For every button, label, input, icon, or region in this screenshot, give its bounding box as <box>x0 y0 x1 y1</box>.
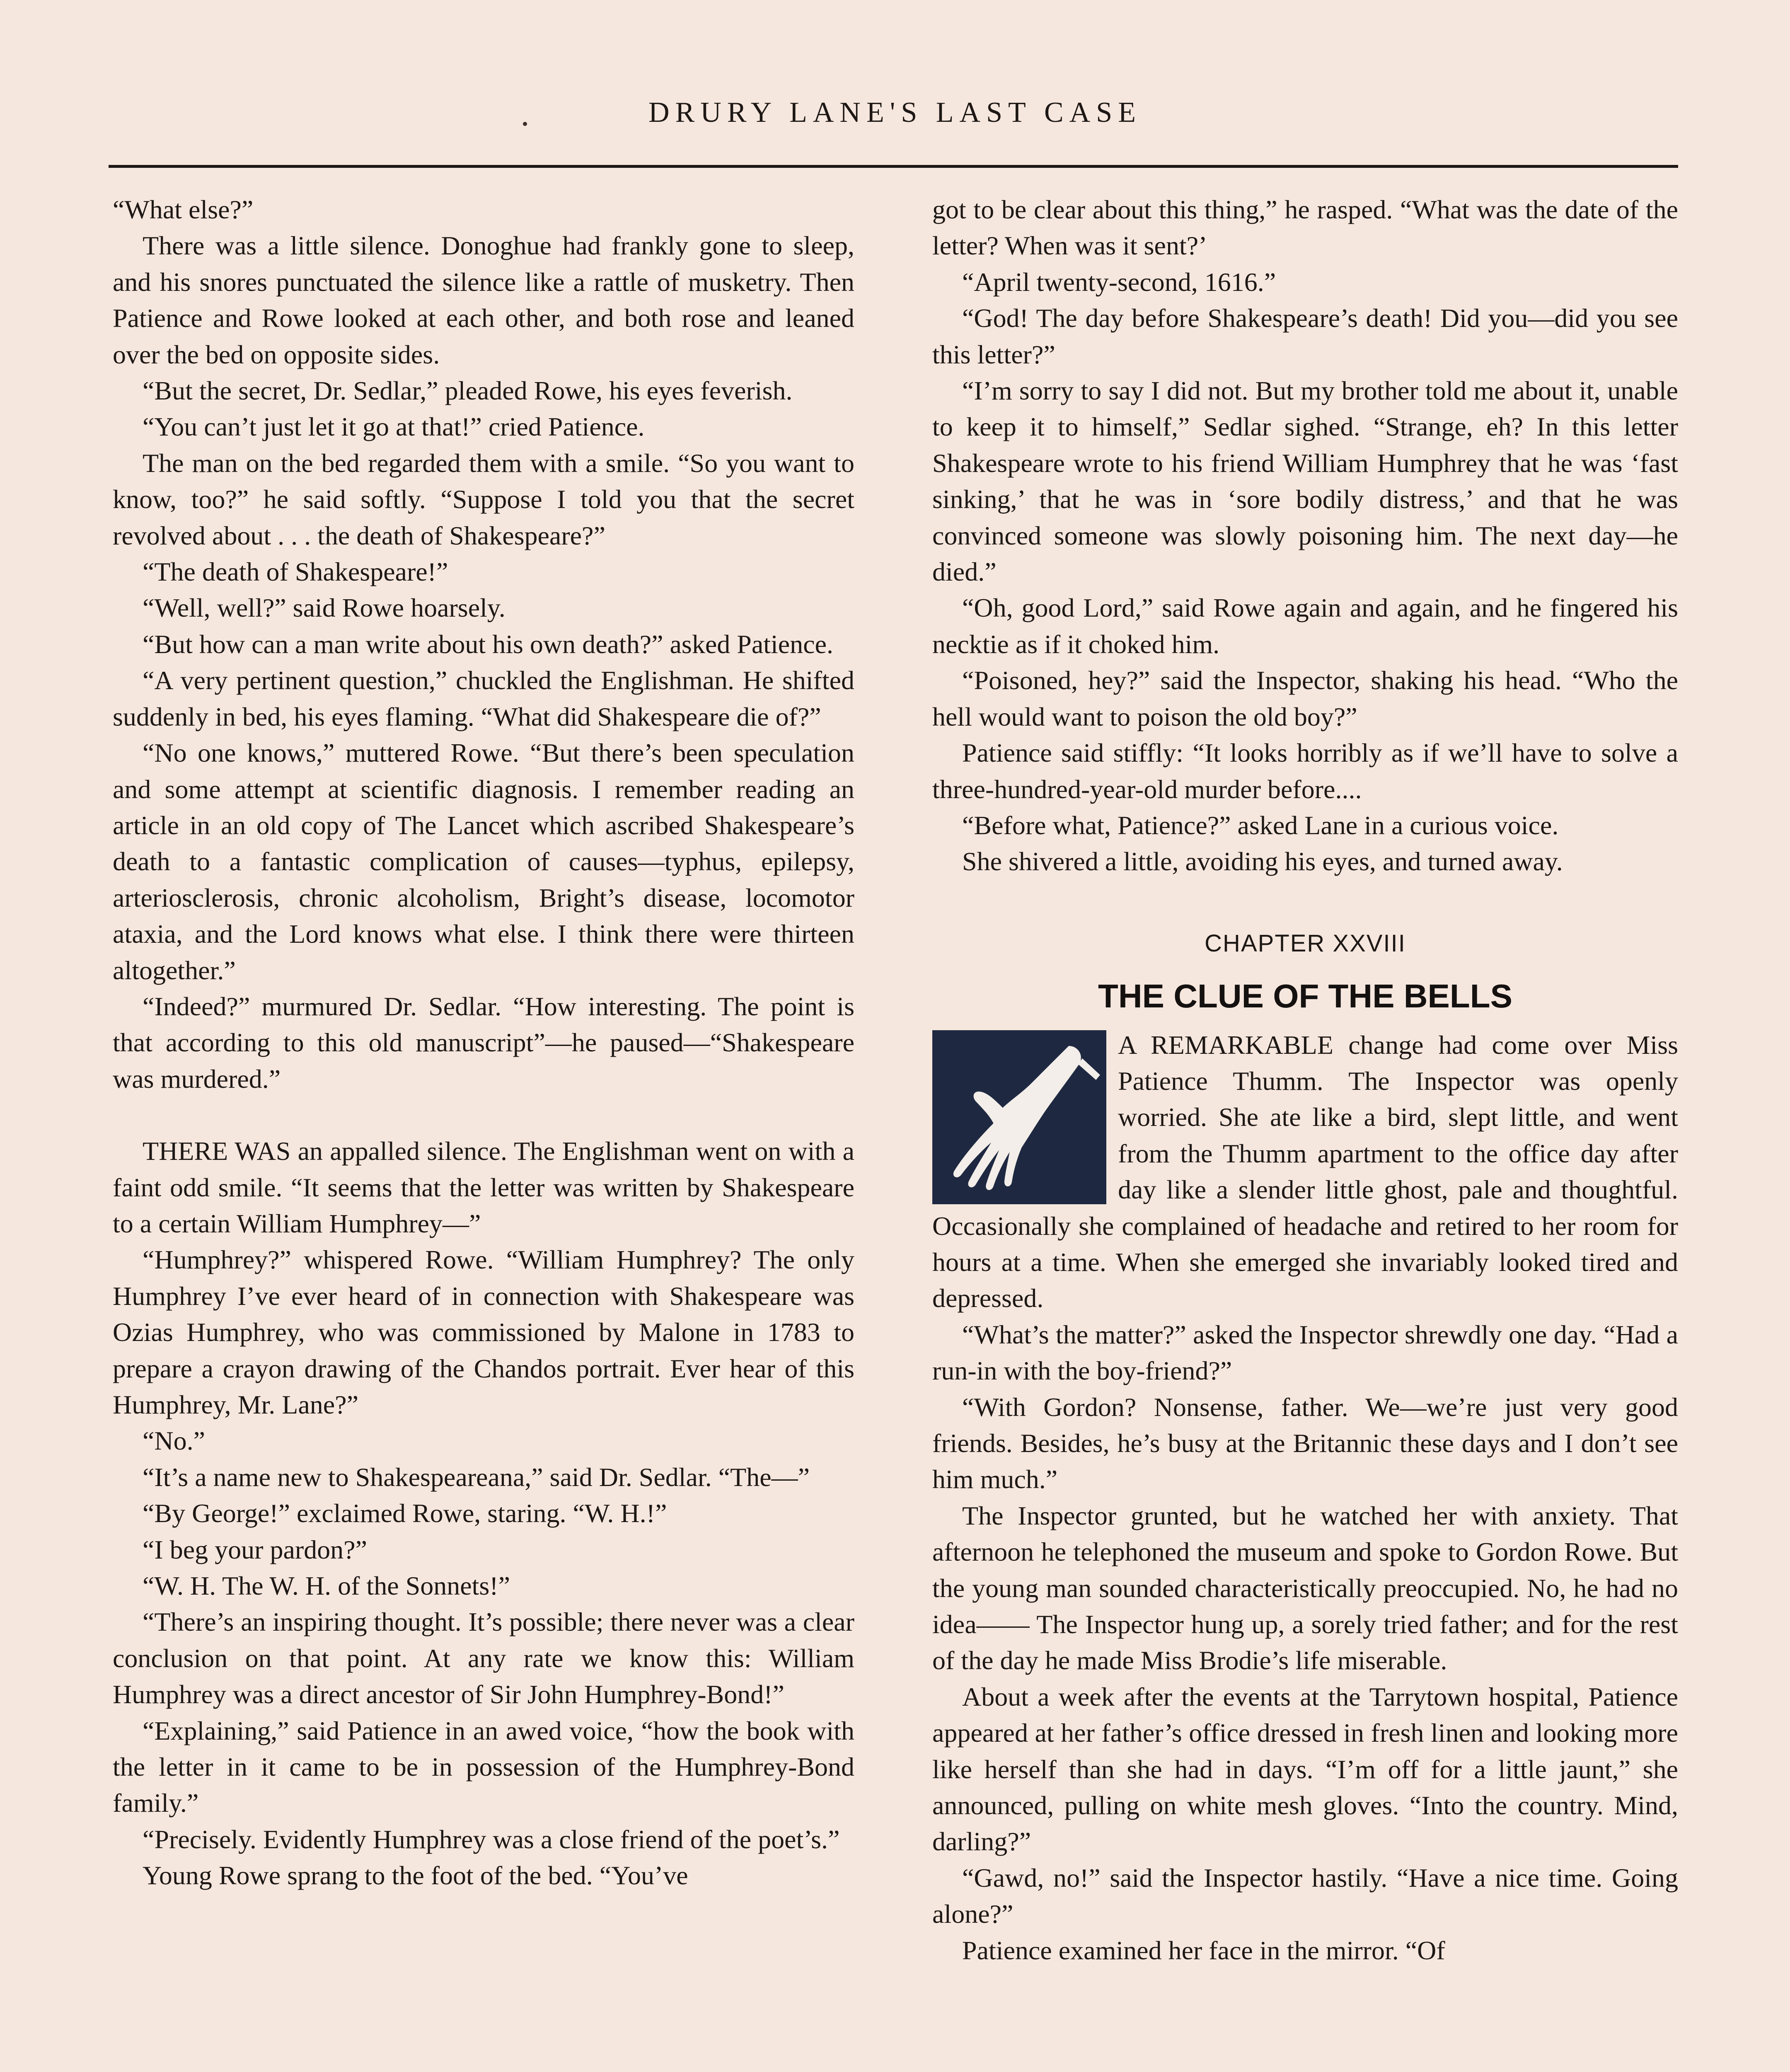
paragraph: “Explaining,” said Patience in an awed voice, “how the book with the letter in it came to be in possession of the Humphrey-Bond family.” <box>113 1716 854 1818</box>
paragraph: She shivered a little, avoiding his eyes, and turned away. <box>962 847 1563 876</box>
chapter-label: CHAPTER XXVIII <box>1205 929 1406 957</box>
paragraph: “It’s a name new to Shakespeareana,” said Dr. Sedlar. “The—” <box>143 1462 810 1492</box>
paragraph: The man on the bed regarded them with a smile. “So you want to know, too?” he said softly. “Suppose I told you that the secret revolved about . . . the death of Shakespeare?” <box>113 448 854 550</box>
paragraph: “No.” <box>143 1426 206 1456</box>
paragraph: got to be clear about this thing,” he rasped. “What was the date of the letter? When was it sent?’ <box>932 195 1678 261</box>
paragraph: “A very pertinent question,” chuckled the Englishman. He shifted suddenly in bed, his eyes flaming. “What did Shakespeare die of?” <box>113 666 854 731</box>
paragraph: “There’s an inspiring thought. It’s possible; there never was a clear conclusion on that point. At any rate we know this: William Humphrey was a direct ancestor of Sir John Humphrey-Bond!” <box>113 1607 854 1709</box>
left-column <box>113 191 854 1894</box>
paragraph: “With Gordon? Nonsense, father. We—we’re just very good friends. Besides, he’s busy at the Britannic these days and I don’t see him much.” <box>932 1392 1678 1494</box>
paragraph: “April twenty-second, 1616.” <box>962 267 1276 297</box>
right-column <box>932 191 1678 1968</box>
paragraph: “W. H. The W. H. of the Sonnets!” <box>143 1571 510 1601</box>
paragraph: Young Rowe sprang to the foot of the bed. “You’ve <box>143 1861 688 1890</box>
header-rule <box>109 165 1678 168</box>
paragraph: “Well, well?” said Rowe hoarsely. <box>143 593 506 623</box>
running-title: DRURY LANE'S LAST CASE <box>648 97 1142 128</box>
paragraph: “I’m sorry to say I did not. But my brother told me about it, unable to keep it to himself,” Sedlar sighed. “Strange, eh? In this letter Shakespeare wrote to his friend William Humphrey that he was ‘fast sinking,’ that he was in ‘sore bodily distress,’ and that he was convinced someone was slowly poisoning him. The next day—he died.” <box>932 376 1678 587</box>
paragraph: “Oh, good Lord,” said Rowe again and again, and he fingered his necktie as if it choked him. <box>932 593 1678 659</box>
section-break-paragraph: THERE WAS an appalled silence. The Englishman went on with a faint odd smile. “It seems that the letter was written by Shakespeare to a certain William Humphrey—” <box>113 1136 854 1238</box>
paragraph: “Before what, Patience?” asked Lane in a curious voice. <box>962 810 1559 840</box>
paragraph: “You can’t just let it go at that!” cried Patience. <box>143 412 645 442</box>
paragraph: “I beg your pardon?” <box>143 1535 367 1564</box>
paragraph: “Gawd, no!” said the Inspector hastily. “Have a nice time. Going alone?” <box>932 1863 1678 1929</box>
paragraph: “Humphrey?” whispered Rowe. “William Humphrey? The only Humphrey I’ve ever heard of in connection with Shakespeare was Ozias Humphrey, who was commissioned by Malone in 1783 to prepare a crayon drawing of the Chandos portrait. Ever hear of this Humphrey, Mr. Lane?” <box>113 1245 854 1419</box>
paragraph: There was a little silence. Donoghue had frankly gone to sleep, and his snores punctuated the silence like a rattle of musketry. Then Patience and Rowe looked at each other, and both rose and leaned over the bed on opposite sides. <box>113 231 854 369</box>
paragraph: A REMARKABLE change had come over Miss Patience Thumm. The Inspector was openly worried. She ate like a bird, slept little, and went from the Thumm apartment to the office day after day like a slender little ghost, pale and thoughtful. Occasionally she complained of headache and retired to her room for hours at a time. When she emerged she invariably looked tired and depressed. <box>932 1030 1678 1313</box>
paragraph: “But the secret, Dr. Sedlar,” pleaded Rowe, his eyes feverish. <box>143 376 793 406</box>
paragraph: “What’s the matter?” asked the Inspector shrewdly one day. “Had a run-in with the boy-friend?” <box>932 1319 1678 1386</box>
paragraph: “Indeed?” murmured Dr. Sedlar. “How interesting. The point is that according to this old manuscript”—he paused—“Shakespeare was murdered.” <box>113 991 854 1094</box>
paragraph: “By George!” exclaimed Rowe, staring. “W. H.!” <box>143 1498 667 1528</box>
paragraph: Patience said stiffly: “It looks horribly as if we’ll have to solve a three-hundred-year-old murder before.... <box>932 738 1678 804</box>
paragraph: “The death of Shakespeare!” <box>143 557 448 587</box>
paragraph: Patience examined her face in the mirror. “Of <box>962 1935 1445 1965</box>
paragraph: “No one knows,” muttered Rowe. “But there’s been speculation and some attempt at scientific diagnosis. I remember reading an article in an old copy of The Lancet which ascribed Shakespeare’s death to a fantastic complication of causes—typhus, epilepsy, arteriosclerosis, chronic alcoholism, Bright’s disease, locomotor ataxia, and the Lord knows what else. I think there were thirteen altogether.” <box>113 738 854 985</box>
paragraph: About a week after the events at the Tarrytown hospital, Patience appeared at her father’s office dressed in fresh linen and looking more like herself than she had in days. “I’m off for a little jaunt,” she announced, pulling on white mesh gloves. “Into the country. Mind, darling?” <box>932 1682 1678 1857</box>
paragraph: “God! The day before Shakespeare’s death! Did you—did you see this letter?” <box>932 303 1678 369</box>
paragraph: “Poisoned, hey?” said the Inspector, shaking his head. “Who the hell would want to poison the old boy?” <box>932 666 1678 731</box>
chapter-title: THE CLUE OF THE BELLS <box>1098 978 1512 1015</box>
paragraph: “What else?” <box>113 195 254 224</box>
paragraph: “But how can a man write about his own death?” asked Patience. <box>143 629 833 659</box>
paragraph: “Precisely. Evidently Humphrey was a close friend of the poet’s.” <box>143 1824 840 1854</box>
paragraph: The Inspector grunted, but he watched her with anxiety. That afternoon he telephoned the museum and spoke to Gordon Rowe. But the young man sounded characteristically preoccupied. No, he had no idea—— The Inspector hung up, a sorely tried father; and for the rest of the day he made Miss Brodie’s life miserable. <box>932 1501 1678 1675</box>
hand-illustration-icon <box>932 1030 1106 1204</box>
